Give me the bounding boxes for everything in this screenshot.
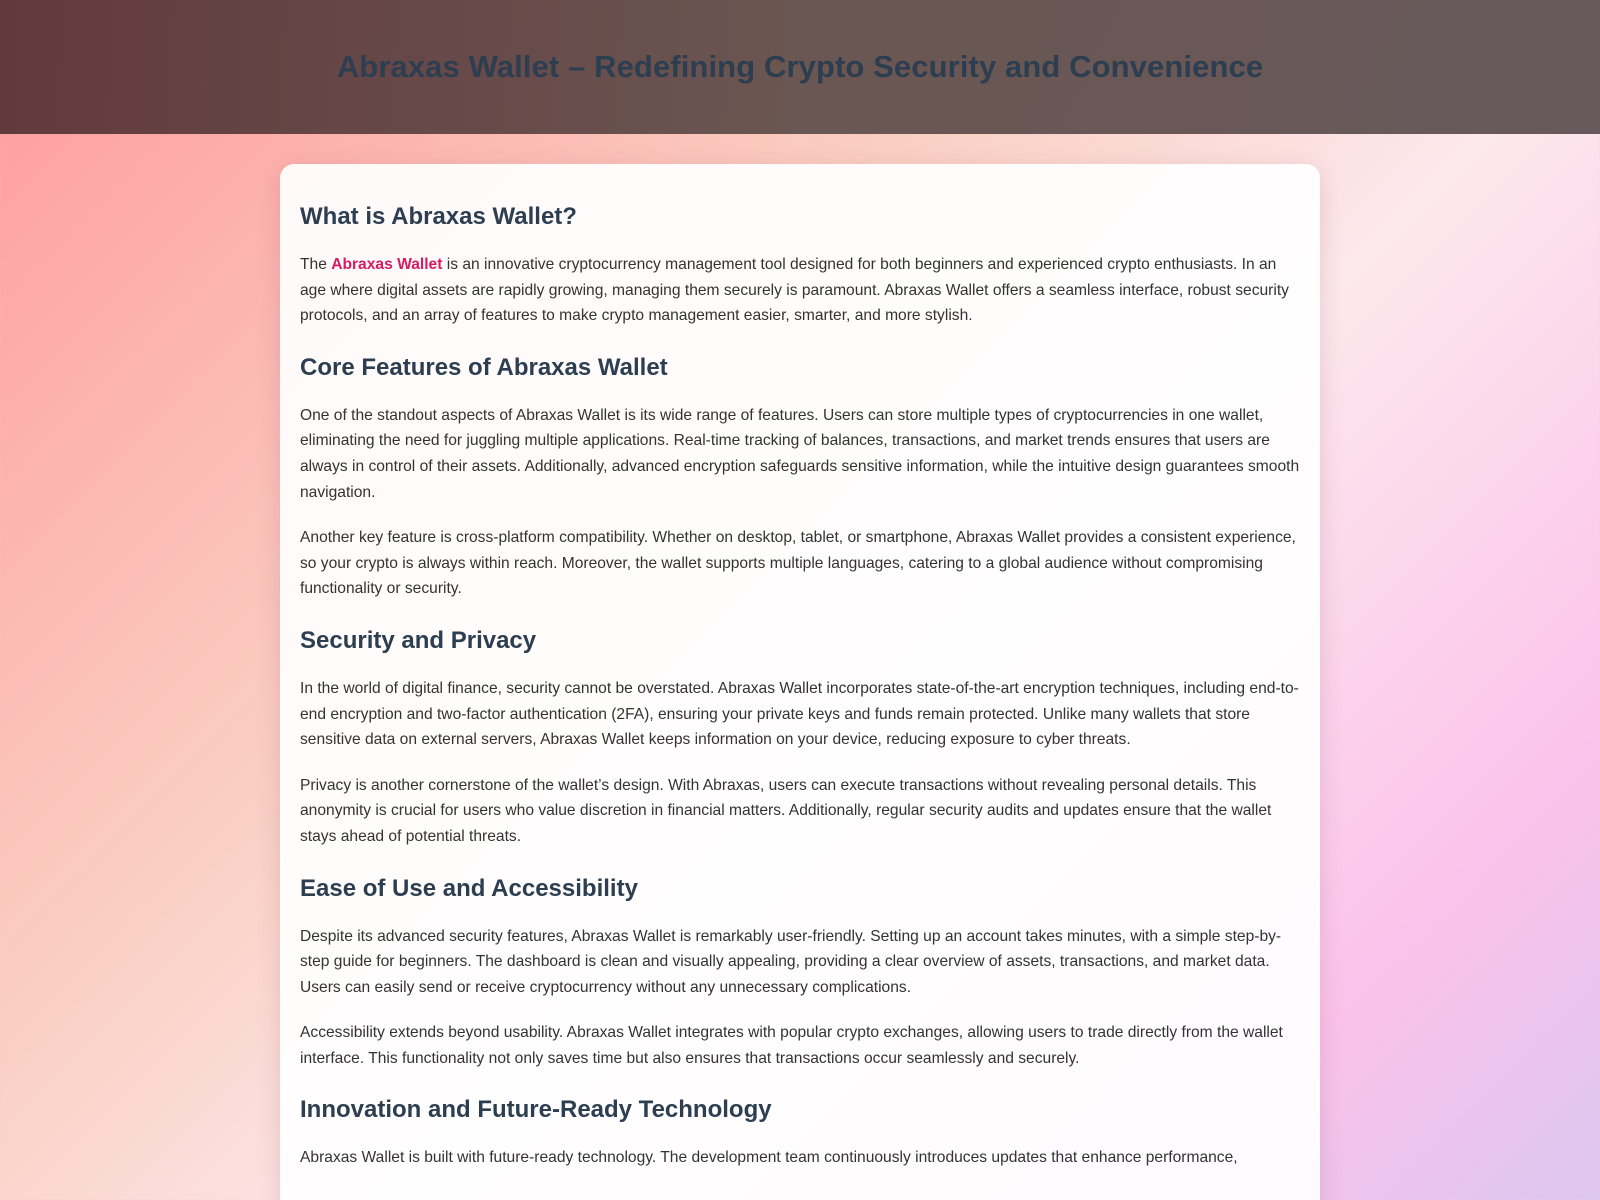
intro-text-end: is an innovative cryptocurrency management tool designed for both beginners and experienced crypto enthusiasts. In an age where digital assets are rapidly growing, managing them securely is paramount. Abraxas Wallet offers a seamless interface, robust security protocols, and an array of features to make crypto management easier, smarter, and more stylish. — [300, 256, 1289, 325]
section-heading-what-is: What is Abraxas Wallet? — [300, 203, 577, 230]
section-heading-security: Security and Privacy — [300, 626, 537, 654]
site-header — [0, 0, 1600, 134]
section-heading-ease-of-use: Ease of Use and Accessibility — [300, 874, 638, 902]
content-card[interactable] — [280, 164, 1320, 1200]
innovation-paragraph-1: Abraxas Wallet is built with future-ready technology. The development team continuously introduces updates that enhance performance, — [300, 1149, 1238, 1167]
core-features-paragraph-1: One of the standout aspects of Abraxas Wallet is its wide range of features. Users can store multiple types of cryptocurrencies in one wallet, eliminating the need for juggling multiple applications. Real-time tracking of balances, transactions, and market trends ensures that users are always in control of their assets. Additionally, advanced encryption safeguards sensitive information, while the intuitive design guarantees smooth navigation. — [300, 406, 1300, 501]
section-what-is — [300, 202, 1300, 329]
intro-text-start: The — [300, 256, 332, 273]
section-innovation — [300, 1095, 1300, 1171]
page-title: Abraxas Wallet – Redefining Crypto Security and Convenience — [336, 49, 1264, 84]
section-heading-core-features: Core Features of Abraxas Wallet — [300, 353, 668, 381]
abraxas-wallet-link[interactable]: Abraxas Wallet — [331, 256, 443, 273]
ease-of-use-paragraph-2: Accessibility extends beyond usability. Abraxas Wallet integrates with popular crypto exchanges, allowing users to trade directly from the wallet interface. This functionality not only saves time but also ensures that transactions occur seamlessly and securely. — [300, 1024, 1283, 1067]
security-paragraph-1: In the world of digital finance, security cannot be overstated. Abraxas Wallet incorporates state-of-the-art encryption techniques, including end-to-end encryption and two-factor authentication (2FA), ensuring your private keys and funds remain protected. Unlike many wallets that store sensitive data on external servers, Abraxas Wallet keeps information on your device, reducing exposure to cyber threats. — [300, 679, 1299, 749]
section-ease-of-use — [300, 874, 1300, 1072]
section-security — [300, 626, 1300, 850]
security-paragraph-2: Privacy is another cornerstone of the wallet’s design. With Abraxas, users can execute transactions without revealing personal details. This anonymity is crucial for users who value discretion in financial matters. Additionally, regular security audits and updates ensure that the wallet stays ahead of potential threats. — [300, 776, 1272, 845]
ease-of-use-paragraph-1: Despite its advanced security features, Abraxas Wallet is remarkably user-friendly. Setting up an account takes minutes, with a simple step-by-step guide for beginners. The dashboard is clean and visually appealing, providing a clear overview of assets, transactions, and market data. Users can easily send or receive cryptocurrency without any unnecessary complications. — [300, 927, 1282, 996]
intro-paragraph — [300, 252, 1300, 329]
core-features-paragraph-2: Another key feature is cross-platform compatibility. Whether on desktop, tablet, or smartphone, Abraxas Wallet provides a consistent experience, so your crypto is always within reach. Moreover, the wallet supports multiple languages, catering to a global audience without compromising functionality or security. — [300, 529, 1296, 598]
section-core-features — [300, 353, 1300, 602]
section-heading-innovation: Innovation and Future-Ready Technology — [300, 1096, 772, 1124]
